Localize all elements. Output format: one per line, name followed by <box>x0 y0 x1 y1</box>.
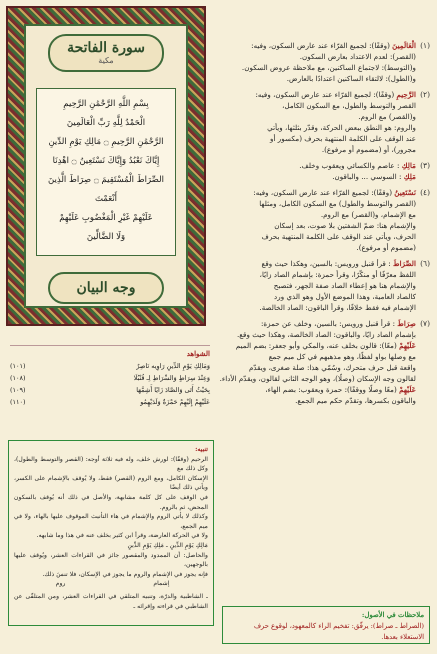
commentary-line <box>214 144 416 155</box>
commentary-text: (وقفًا): لجميع القرّاء عند عارض السكون، وفيه: <box>255 90 397 99</box>
quranic-word: الرَّحِيمِ <box>396 90 416 99</box>
ayah-line: الرَّحْمَٰنِ الرَّحِيمِ ۝ مَالِكِ يَوْمِ الدِّينِ <box>48 137 164 147</box>
commentary-line <box>214 220 416 231</box>
commentary-line <box>214 231 416 242</box>
surah-title: سورة الفاتحة <box>67 40 145 56</box>
notes-box <box>222 606 430 644</box>
shawahid-list <box>10 360 210 408</box>
commentary-line <box>214 133 416 144</box>
commentary-text: القصر والتوسط والطول، مع السكون الكامل، <box>282 101 416 110</box>
commentary-text: مع الإشمام، و(القصر) مع الروم. <box>320 210 416 219</box>
entry-number: (١) <box>420 41 430 50</box>
commentary-line <box>214 73 416 84</box>
verse-number: (١٠٨) <box>10 374 26 382</box>
bottom-cartouche <box>48 272 164 304</box>
quranic-word: صِرَاطَ <box>397 319 416 328</box>
commentary-line <box>214 362 416 373</box>
quranic-word: الصِّرَاطَ <box>392 259 416 268</box>
commentary-text: والباقون بكسرها، وتقدّم حكم ميم الجمع. <box>295 396 416 405</box>
surah-title-cartouche <box>48 34 164 72</box>
commentary-line <box>214 302 416 313</box>
shahid-verse <box>10 396 210 408</box>
entry-number: (٦) <box>420 259 430 268</box>
shawahid-section <box>10 345 210 440</box>
commentary-text: و(القصر) مع الروم. <box>358 112 416 121</box>
verse-number: (١٠١) <box>10 362 26 370</box>
notes-heading: ملاحظات في الأصول: <box>361 611 424 619</box>
commentary-line <box>214 242 416 253</box>
commentary-text: : السوسي ... والباقون. <box>332 172 404 181</box>
tanbeeh-heading: تنبيه: <box>195 446 208 453</box>
commentary-line <box>214 40 416 51</box>
shahid-verse <box>10 384 210 396</box>
commentary-text: : قرأ قنبل ورويس: بالسين، وخلف عن حمزة: <box>260 319 398 328</box>
commentary-text: : عاصم والكسائي ويعقوب وخلف. <box>299 161 402 170</box>
commentary-text: و(التوسط): لاجتماع الساكنين، مع ملاحظة عروض السكون. <box>241 63 416 72</box>
commentary-entry <box>214 187 428 253</box>
commentary-line <box>214 269 416 280</box>
commentary-line <box>214 395 416 406</box>
commentary-line <box>214 280 416 291</box>
commentary-entry <box>214 160 428 182</box>
quranic-word: نَسْتَعِينُ <box>394 188 416 197</box>
verse-text: وَعِنْدَ سِرَاطٍ وَالسِّرَاطِ لِـ قُنْبُلَا <box>133 374 210 382</box>
quranic-word: عَلَيْهِمْ <box>399 341 416 350</box>
ayah-line: إِيَّاكَ نَعْبُدُ وَإِيَّاكَ نَسْتَعِينُ ۝ اهْدِنَا <box>52 156 160 166</box>
quranic-word: مَلِكِ <box>403 172 416 181</box>
entry-number: (٤) <box>420 188 430 197</box>
commentary-text: (مضموم أو مرفوع). <box>356 243 416 252</box>
tanbeeh-line: في الوقف على كل كلمة مشابهة، والأصل في ذلك أنه يُوقف بالسكون المحض، ثم بالروم. <box>14 493 208 511</box>
tanbeeh-poem <box>14 579 208 589</box>
commentary-text: : قرأ قنبل ورويس: بالسين، وهكذا حيث وقع <box>261 259 393 268</box>
tanbeeh-line: فإنه يجوز في الإشمام والروم ما يجوز في الإسكان، فلا تنسَ ذلك. <box>42 570 208 578</box>
ayah-line: وَلَا الضَّالِّينَ <box>86 232 126 242</box>
commentary-line <box>214 122 416 133</box>
commentary-line <box>214 111 416 122</box>
ayah-panel <box>36 88 176 256</box>
commentary-text: (معًا): قالون بخلف عنه، والمكي وأبو جعفر: بضم الميم <box>235 341 400 350</box>
verse-text: وَمَالِكِ يَوْمِ الدِّينِ رَاوِيه نَاصِرٌ <box>136 362 210 370</box>
shahid-verse <box>10 360 210 372</box>
ayah-line: الْحَمْدُ لِلَّهِ رَبِّ الْعَالَمِينَ <box>66 118 146 128</box>
commentary-entry <box>214 40 428 84</box>
commentary-line <box>214 291 416 302</box>
tanbeeh-line: الإسكان الكامل، ومع الروم (القصر) فقط، ولا يُوقف بالإشمام على الكسر، ويأتي ذلك أيضًا <box>14 474 208 492</box>
commentary-line <box>214 100 416 111</box>
tanbeeh-line: والحاصل: أن الممدود والمقصور جائز في القراءات العشر، ويُوقف عليها بالوجهين، <box>14 551 208 569</box>
commentary-text: بإشمام الصاد زايًا، والباقون: الصاد الخالصة، وهكذا حيث وقع. <box>236 330 416 339</box>
tanbeeh-line: وكذلك لا يأتي الروم والإشمام في هاء التأنيث الموقوف عليها بالهاء، ولا في ميم الجمع، <box>14 513 208 530</box>
commentary-line <box>214 384 416 395</box>
commentary-line <box>214 62 416 73</box>
commentary-line <box>214 351 416 362</box>
commentary-line <box>214 89 416 100</box>
commentary-line <box>214 329 416 340</box>
notes-line: (الصراط ـ صراط): يرقّق: تفخيم الراء كالمعهود، لوقوع حرف الاستعلاء بعدها. <box>253 622 424 641</box>
commentary-line <box>214 198 416 209</box>
quranic-word: الْعَالَمِينَ <box>392 41 416 50</box>
tanbeeh-poem-right: إشمام <box>153 580 170 588</box>
entry-number: (٢) <box>420 90 430 99</box>
tanbeeh-line: الرحيم (وقفًا): لورش خلف، وله فيه ثلاثة أوجه: (القصر والتوسط والطول)، وكل ذلك مع <box>14 455 208 473</box>
commentary-text: واقعة قبل حرف متحرك، وسُمّي هذا: صلة صغرى، ويقدّم <box>248 363 416 372</box>
commentary-text: (وقفًا): لجميع القرّاء عند عارض السكون، وفيه: <box>251 41 393 50</box>
verse-number: (١١٠) <box>10 398 26 406</box>
commentary-text: (وقفًا): لجميع القرّاء عند عارض السكون، وفيه: <box>253 188 395 197</box>
commentary-entry <box>214 89 428 155</box>
commentary-line <box>214 318 416 329</box>
commentary-line <box>214 160 416 171</box>
commentary-column <box>214 40 428 580</box>
commentary-text: والإشمام هنا هو إعطاء الصاد صفة الجهر، فتصبح <box>273 281 416 290</box>
commentary-line <box>214 258 416 269</box>
quranic-word: عَلَيْهِمْ <box>399 385 416 394</box>
commentary-entry <box>214 318 428 406</box>
commentary-text: مع وصلها بواو لفظًا، وهو مذهبهم في كل ميم جمع <box>268 352 416 361</box>
commentary-text: الإشمام فيه فقط خلافًا، وقرأ الباقون: الصاد الخالصة. <box>259 303 416 312</box>
commentary-text: والروم: هو النطق ببعض الحركة، وقدّر بثلثها، ويأتي <box>267 123 416 132</box>
commentary-text: والإشمام هنا: ضمّ الشفتين بلا صوت، بعد إسكان <box>274 221 416 230</box>
commentary-text: الحرف، ويأتي عند الوقف على الكلمة المنتهية بحرف <box>261 232 416 241</box>
commentary-line <box>214 187 416 198</box>
commentary-text: اللفظ معرّفًا أو منكّرًا، وقرأ حمزة: بإشمام الصاد زايًا، <box>259 270 416 279</box>
entry-number: (٧) <box>420 319 430 328</box>
commentary-text: (القصر والتوسط والطول) مع السكون الكامل، ومثلها <box>259 199 416 208</box>
verse-number: (١٠٩) <box>10 386 26 394</box>
verse-text: بِحَيْثُ أَتَى وَالصَّادَ زَايًا أَشِمَّهَا <box>136 386 210 394</box>
quranic-word: مَالِكِ <box>401 161 416 170</box>
ayah-line: بِسْمِ اللَّهِ الرَّحْمَٰنِ الرَّحِيمِ <box>63 99 149 109</box>
commentary-line <box>214 373 416 384</box>
commentary-text: و(الطول): لالتقاء الساكنين اعتدادًا بالعارض. <box>286 74 416 83</box>
tanbeeh-footer: ـ الشاطبية والدرّة، وتنبيه المتلقي في القراءات العشر، ومن المتلقّى عن الشاطبي في قراءته وإقرائه ـ <box>14 592 208 610</box>
shahid-verse <box>10 372 210 384</box>
ayah-line: الصِّرَاطَ الْمُسْتَقِيمَ ۝ صِرَاطَ الَّذِينَ أَنْعَمْتَ <box>48 175 164 204</box>
tanbeeh-poem-left: روم <box>55 580 66 588</box>
ayah-line: عَلَيْهِمْ غَيْرِ الْمَغْضُوبِ عَلَيْهِمْ <box>59 213 153 223</box>
commentary-line <box>214 209 416 220</box>
verse-text: عَلَيْهِمْ إِلَيْهِمْ حَمْزَةٌ وَلَدَيْهِمُو <box>140 398 210 406</box>
commentary-text: كالصاد العامية، وهذا الموضع الأول وهو الذي ورد <box>274 292 416 301</box>
bottom-cartouche-text: وجه البيان <box>76 280 136 296</box>
tanbeeh-line: مَالِكِ يَوْمِ الدِّينِ ـ مَلِكِ يَوْمِ الدِّينِ <box>127 541 208 549</box>
commentary-text: عند الوقف على الكلمة المنتهية بحرف (مكسور أو <box>270 134 416 143</box>
commentary-text: (معًا وصلًا ووقفًا): حمزة ويعقوب: بضم الهاء، <box>265 385 400 394</box>
tanbeeh-line: ولا في الحركة العارضة، وقرأ ابن كثير بخلف عنه في هذا وما شابهه. <box>36 532 208 540</box>
frame-inner-panel <box>24 24 188 308</box>
commentary-entry <box>214 258 428 313</box>
tanbeeh-text <box>14 455 208 580</box>
commentary-line <box>214 51 416 62</box>
commentary-line <box>214 171 416 182</box>
commentary-text: لقالون وجه الإسكان (وصلًا)، وهو الوجه الثاني لقالون، ويقدّم الأداء. <box>219 374 416 383</box>
commentary-text: مجرور)، أو (مضموم أو مرفوع). <box>321 145 416 154</box>
shawahid-heading: الشواهد <box>186 349 210 358</box>
commentary-line <box>214 340 416 351</box>
commentary-text: (القصر): لعدم الاعتداد بعارض السكون. <box>299 52 416 61</box>
surah-subtitle: مكية <box>98 56 114 65</box>
entry-number: (٣) <box>420 161 430 170</box>
ornamental-frame <box>6 6 206 326</box>
tanbeeh-box <box>8 440 214 626</box>
